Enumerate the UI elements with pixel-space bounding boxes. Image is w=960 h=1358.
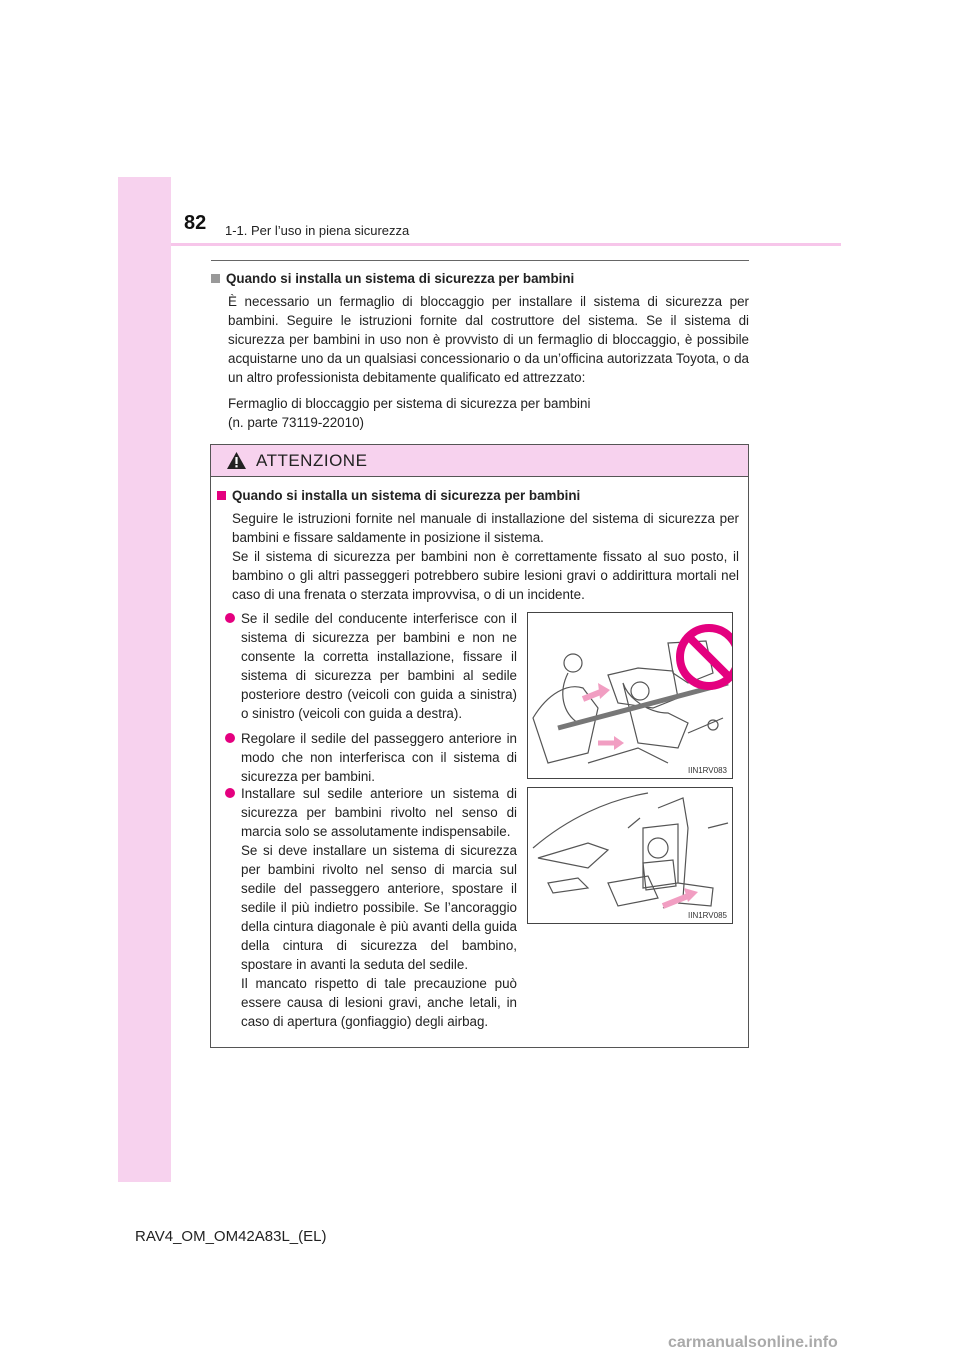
bullet-item [225,609,517,723]
warning-paragraph-1: Seguire le istruzioni fornite nel manuale di installazione del sistema di sicurezza per bambini e fissare saldamente in posizione il sistema. [232,511,739,545]
section-child-seat [211,269,749,432]
part-line-1: Fermaglio di bloccaggio per sistema di sicurezza per bambini [228,396,591,411]
warning-triangle-icon [226,451,247,470]
bullet-text-2: Regolare il sedile del passeggero anteriore in modo che non interferisca con il sistema di sicurezza per bambini. [241,731,517,784]
page-number: 82 [184,212,207,234]
side-tab-strip [118,177,171,1182]
square-bullet-icon [211,274,220,283]
warning-title: Quando si installa un sistema di sicurezza per bambini [232,488,581,503]
part-number-block [228,394,749,432]
document-code: RAV4_OM_OM42A83L_(EL) [135,1228,327,1245]
section-rule [211,260,749,261]
section-paragraph: È necessario un fermaglio di bloccaggio per installare il sistema di sicurezza per bambini. Seguire le istruzioni fornite dal costruttore del sistema. Se il sistema di sicurezza per bambini in uso non è provvisto di un fermaglio di bloccaggio, è possibile acquistarne uno da un qualsiasi concessionario o da un’officina autorizzata Toyota, o da un altro professionista debitamente qualificato ed attrezzato: [228,294,749,385]
warning-body [211,477,748,604]
pink-dot-icon [225,613,235,623]
figure-code-1: IIN1RV083 [688,766,727,775]
bullet-group-2 [225,784,517,1031]
warning-label: ATTENZIONE [256,450,368,470]
figure-forward-facing-seat [527,787,733,924]
figure-seat-interference [527,612,733,779]
seat-interference-illustration [528,613,732,778]
warning-paragraph-2: Se il sistema di sicurezza per bambini non è correttamente fissato al suo posto, il bambino o gli altri passeggeri potrebbero subire lesioni gravi o addirittura mortali nel caso di una frenata o sterzata improvvisa, o di un incidente. [232,549,739,602]
watermark-text: carmanualsonline.info [668,1334,838,1351]
bullet-text-3b: Se si deve installare un sistema di sicurezza per bambini rivolto nel senso di marcia sul sedile del passeggero anteriore, spostare il sedile il più indietro possibile. Se l’ancoraggio della cintura diagonale è più avanti della guida della cintura di sicurezza del bambino, spostare in avanti la seduta del sedile. [241,843,517,972]
warning-box [210,444,749,1048]
bullet-text-1: Se il sedile del conducente interferisce con il sistema di sicurezza per bambini e non ne consente la corretta installazione, fissare il sistema di sicurezza per bambini al sedile posteriore destro (veicoli con guida a sinistra) o sinistro (veicoli con guida a destra). [241,611,517,721]
bullet-group-1 [225,609,517,786]
part-line-2: (n. parte 73119-22010) [228,415,364,430]
section-heading [211,269,749,288]
warning-heading [217,486,739,505]
chapter-title: 1-1. Per l’uso in piena sicurezza [225,223,410,238]
pink-dot-icon [225,733,235,743]
figure-code-2: IIN1RV085 [688,911,727,920]
warning-header [211,445,748,477]
forward-facing-seat-illustration [528,788,732,923]
header-rule [171,243,841,246]
pink-dot-icon [225,788,235,798]
bullet-item [225,784,517,1031]
bullet-text-3a: Installare sul sedile anteriore un sistema di sicurezza per bambini rivolto nel senso di marcia solo se assolutamente indispensabile. [241,786,517,839]
bullet-text-3c: Il mancato rispetto di tale precauzione può essere causa di lesioni gravi, anche letali, in caso di apertura (gonfiaggio) degli airbag. [241,976,517,1029]
bullet-item [225,729,517,786]
pink-square-icon [217,491,226,500]
section-title: Quando si installa un sistema di sicurezza per bambini [226,271,575,286]
